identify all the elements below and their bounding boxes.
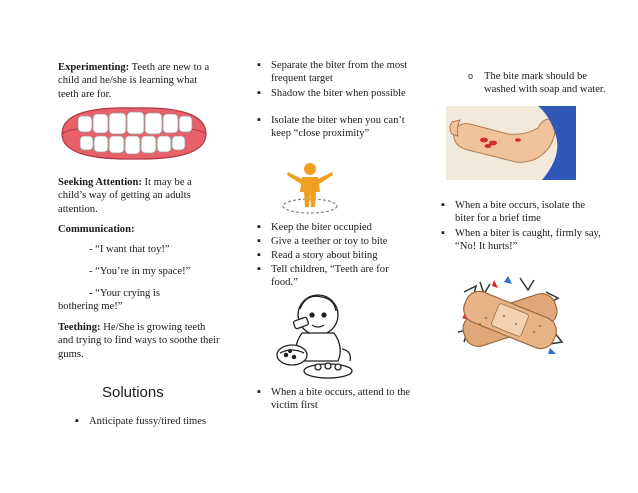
bullet-item: ▪ When a bite occurs, isolate the biter for a brief time bbox=[441, 199, 605, 226]
child-eating-illustration bbox=[272, 289, 362, 381]
communication-heading: Communication: bbox=[58, 224, 135, 235]
bullet-item: ▪ Separate the biter from the most frequent target bbox=[257, 59, 409, 86]
bullet-item: ▪ Give a teether or toy to bite bbox=[257, 235, 413, 248]
teeth-illustration bbox=[58, 104, 210, 162]
bullet-item: ▪ Shadow the biter when possible bbox=[257, 87, 409, 100]
bullet-item: ▪ When a biter is caught, firmly say, “No! It hurts!” bbox=[441, 227, 605, 254]
bullet-item: ▪ Isolate the biter when you can’t keep “close proximity” bbox=[257, 114, 409, 141]
bullet-item: ▪ Tell children, “Teeth are for food.” bbox=[257, 263, 409, 290]
bandage-illustration bbox=[450, 272, 570, 362]
seeking-attention-paragraph: Seeking Attention: It may be a child’s way of getting an adults attention. bbox=[58, 177, 192, 215]
isolated-figure-illustration bbox=[280, 160, 340, 216]
teething-paragraph: Teething: He/She is growing teeth and trying to find ways to soothe their gums. bbox=[58, 322, 220, 360]
sub-bullet-item: o The bite mark should be washed with soap and water. bbox=[468, 70, 606, 97]
quote-item: - “You’re in my space!” bbox=[89, 266, 191, 277]
quote-item: bothering me!” bbox=[58, 301, 123, 312]
bullet-item: ▪ Keep the biter occupied bbox=[257, 221, 409, 234]
bullet-item: ▪ Read a story about biting bbox=[257, 249, 409, 262]
experimenting-paragraph: Experimenting: Teeth are new to a child and he/she is learning what teeth are for. bbox=[58, 62, 210, 100]
quote-item: - “Your crying is bbox=[89, 288, 161, 299]
bitten-arm-illustration bbox=[446, 106, 576, 180]
bullet-item: ▪ When a bite occurs, attend to the victim first bbox=[257, 386, 411, 413]
solutions-heading: Solutions bbox=[102, 384, 164, 401]
quote-item: - “I want that toy!” bbox=[89, 244, 170, 255]
solution-bullet: ▪ Anticipate fussy/tired times bbox=[75, 415, 239, 428]
